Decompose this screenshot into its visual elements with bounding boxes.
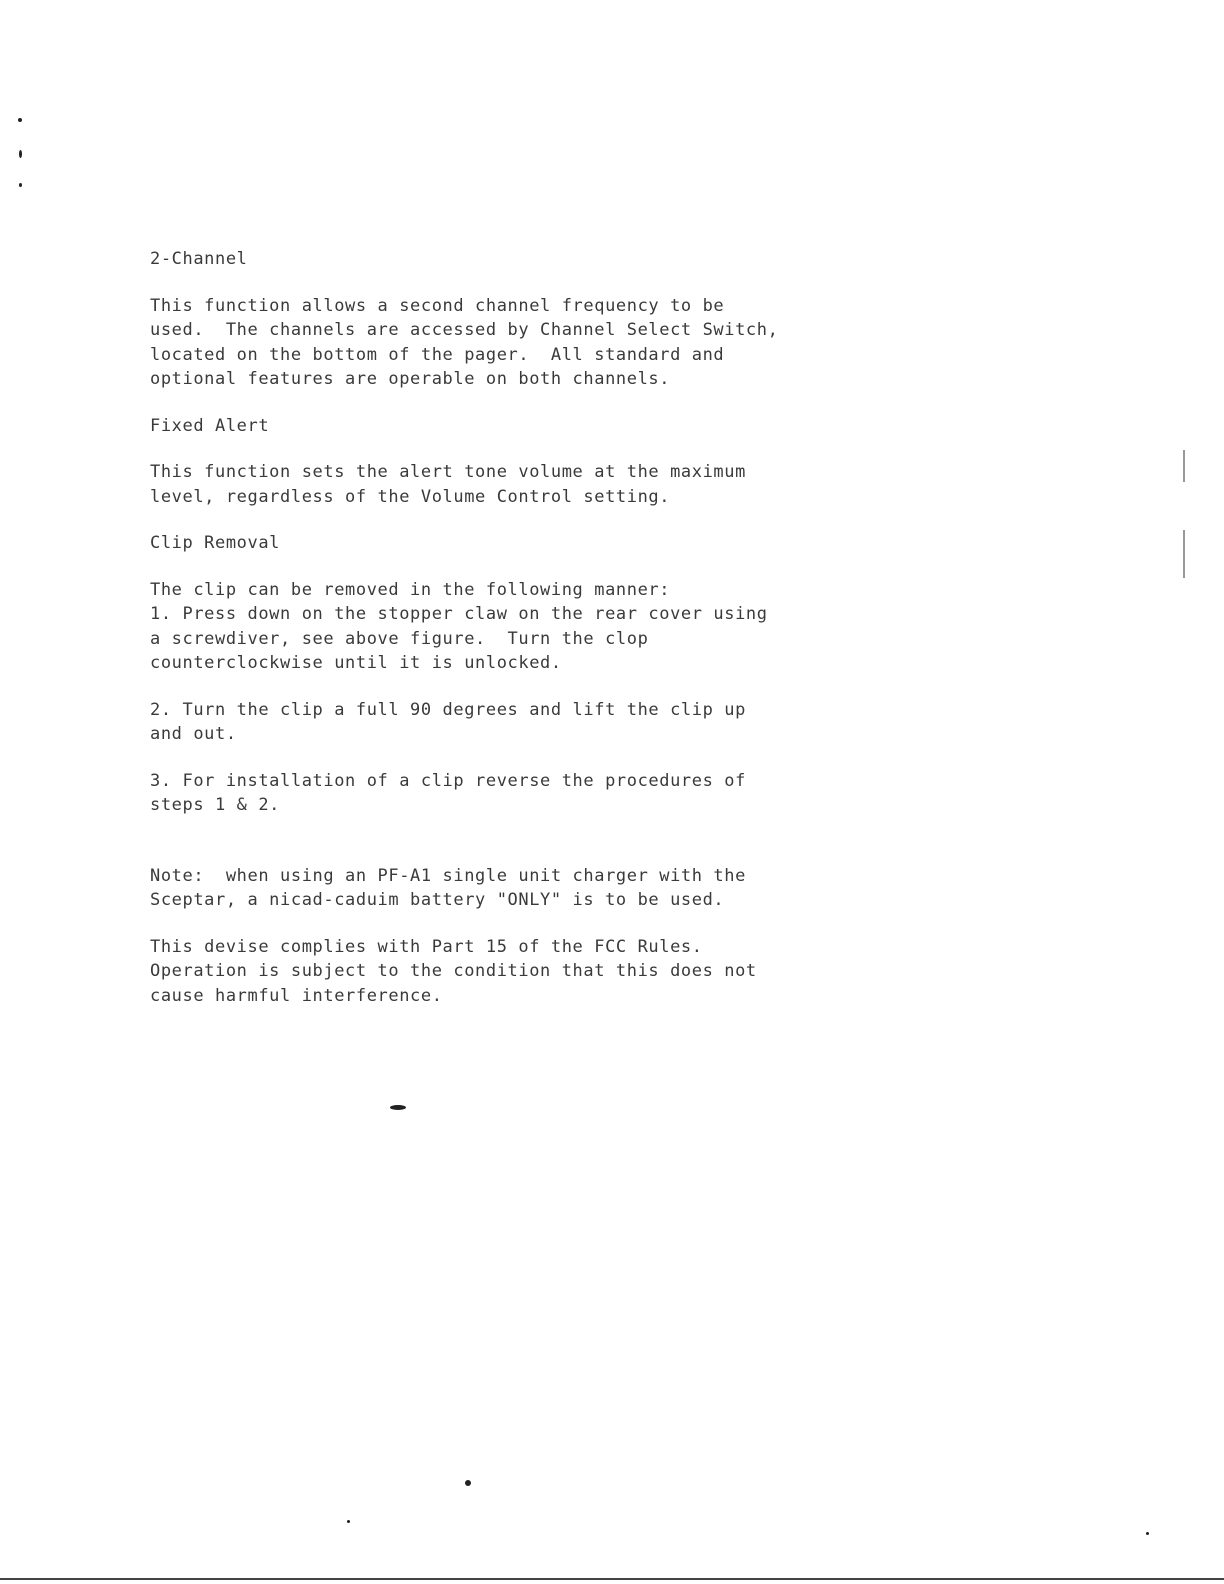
text-line: The clip can be removed in the following manner: bbox=[150, 579, 671, 600]
section-heading-clip-removal: Clip Removal bbox=[150, 533, 281, 553]
text-line: 3. For installation of a clip reverse the procedures of bbox=[150, 770, 746, 791]
text-line: Operation is subject to the condition that this does not bbox=[150, 961, 757, 981]
text-line: used. The channels are accessed by Channel Select Switch, bbox=[150, 320, 779, 340]
text-line: cause harmful interference. bbox=[150, 985, 443, 1006]
text-line: steps 1 & 2. bbox=[150, 795, 281, 815]
text-line: This function sets the alert tone volume at the maximum bbox=[150, 462, 746, 482]
text-line: a screwdiver, see above figure. Turn the clop bbox=[150, 628, 649, 649]
scan-speck bbox=[19, 150, 22, 158]
scan-edge-mark bbox=[1183, 450, 1185, 482]
document-body bbox=[150, 247, 1010, 1030]
scan-speck bbox=[347, 1520, 350, 1523]
text-line: located on the bottom of the pager. All standard and bbox=[150, 344, 725, 365]
step-paragraph-3 bbox=[150, 769, 1010, 818]
text-line: This devise complies with Part 15 of the FCC Rules. bbox=[150, 936, 703, 957]
scan-speck bbox=[390, 1105, 406, 1110]
scan-speck bbox=[1146, 1532, 1149, 1535]
page-bottom-edge bbox=[0, 1578, 1224, 1580]
note-paragraph bbox=[150, 864, 1010, 913]
scan-speck bbox=[465, 1480, 471, 1486]
text-line: Sceptar, a nicad-caduim battery "ONLY" is to be used. bbox=[150, 890, 725, 910]
text-line: and out. bbox=[150, 724, 237, 744]
scan-edge-mark bbox=[1183, 530, 1185, 578]
spacer bbox=[150, 840, 1010, 864]
text-line: 2. Turn the clip a full 90 degrees and lift the clip up bbox=[150, 699, 746, 720]
section-paragraph-fixed-alert bbox=[150, 460, 1010, 509]
text-line: 1. Press down on the stopper claw on the rear cover using bbox=[150, 604, 768, 624]
text-line: optional features are operable on both channels. bbox=[150, 369, 671, 389]
section-heading-2-channel: 2-Channel bbox=[150, 249, 248, 269]
section-paragraph-2-channel bbox=[150, 294, 1010, 392]
fcc-paragraph bbox=[150, 935, 1010, 1009]
text-line: Note: when using an PF-A1 single unit charger with the bbox=[150, 865, 746, 886]
text-line: level, regardless of the Volume Control setting. bbox=[150, 486, 671, 507]
section-paragraph-clip-removal bbox=[150, 578, 1010, 676]
section-heading-fixed-alert: Fixed Alert bbox=[150, 415, 270, 436]
scan-speck bbox=[19, 183, 22, 187]
step-paragraph-2 bbox=[150, 698, 1010, 747]
text-line: counterclockwise until it is unlocked. bbox=[150, 653, 562, 673]
scan-speck bbox=[18, 118, 22, 122]
text-line: This function allows a second channel frequency to be bbox=[150, 295, 725, 316]
